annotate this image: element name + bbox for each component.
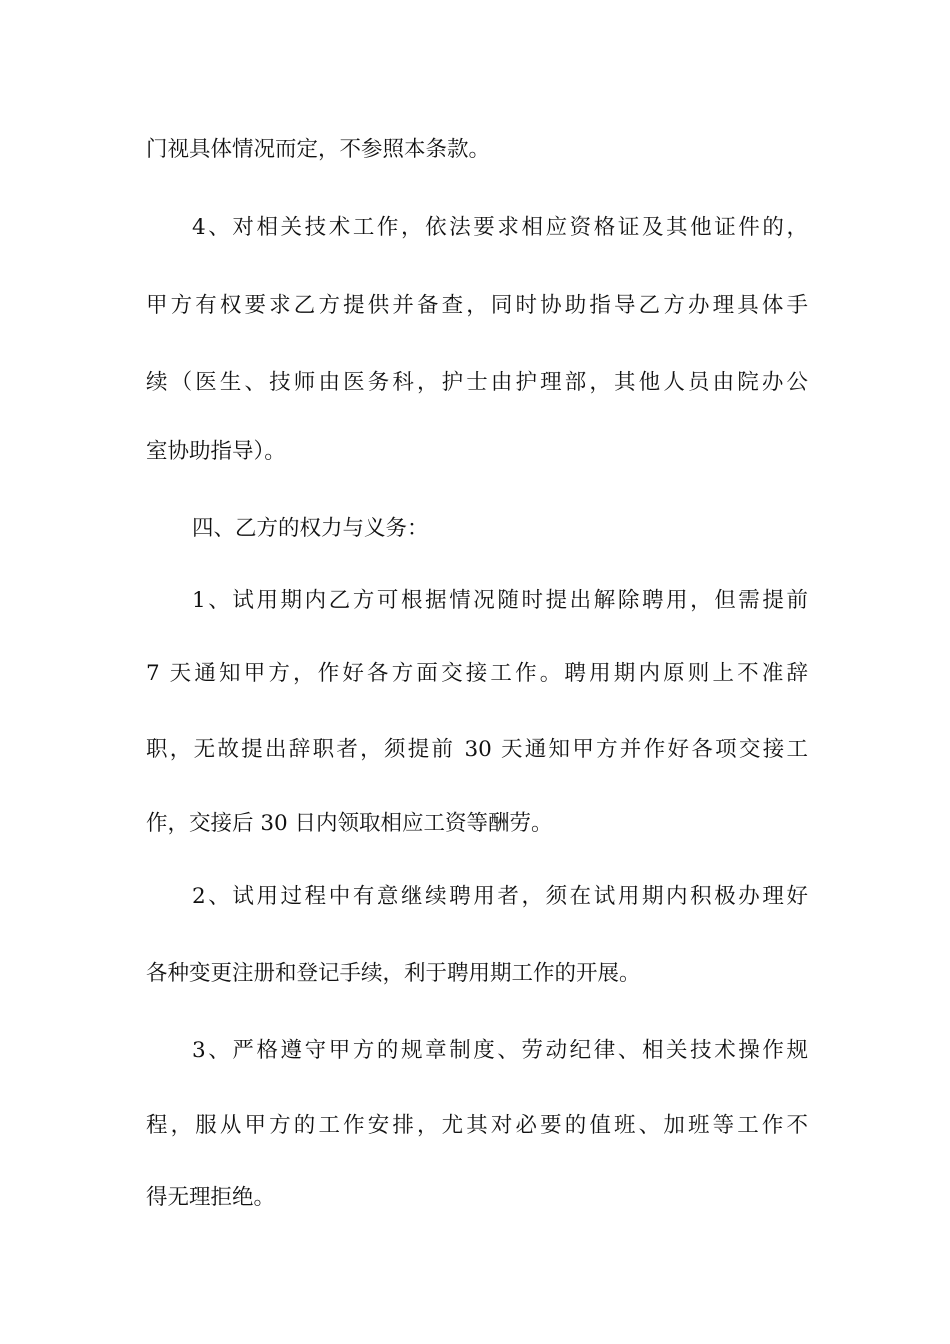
paragraph-line: 1、试用期内乙方可根据情况随时提出解除聘用，但需提前 xyxy=(192,588,808,613)
paragraph-line: 3、严格遵守甲方的规章制度、劳动纪律、相关技术操作规 xyxy=(192,1038,808,1063)
paragraph-line: 室协助指导）。 xyxy=(146,439,286,464)
paragraph-line: 4、对相关技术工作，依法要求相应资格证及其他证件的， xyxy=(192,215,808,240)
paragraph-line: 7 天通知甲方，作好各方面交接工作。聘用期内原则上不准辞 xyxy=(146,661,808,686)
paragraph-line: 职，无故提出辞职者，须提前 30 天通知甲方并作好各项交接工 xyxy=(146,737,808,762)
paragraph-line: 2、试用过程中有意继续聘用者，须在试用期内积极办理好 xyxy=(192,884,808,909)
paragraph-line: 甲方有权要求乙方提供并备查，同时协助指导乙方办理具体手 xyxy=(146,293,808,318)
paragraph-line: 作，交接后 30 日内领取相应工资等酬劳。 xyxy=(146,811,553,836)
paragraph-line: 程，服从甲方的工作安排，尤其对必要的值班、加班等工作不 xyxy=(146,1113,808,1138)
paragraph-line: 各种变更注册和登记手续，利于聘用期工作的开展。 xyxy=(146,961,641,986)
section-heading: 四、乙方的权力与义务： xyxy=(192,516,429,541)
paragraph-line: 得无理拒绝。 xyxy=(146,1185,276,1210)
paragraph-line: 门视具体情况而定，不参照本条款。 xyxy=(146,137,491,162)
paragraph-line: 续（医生、技师由医务科，护士由护理部，其他人员由院办公 xyxy=(146,370,808,395)
